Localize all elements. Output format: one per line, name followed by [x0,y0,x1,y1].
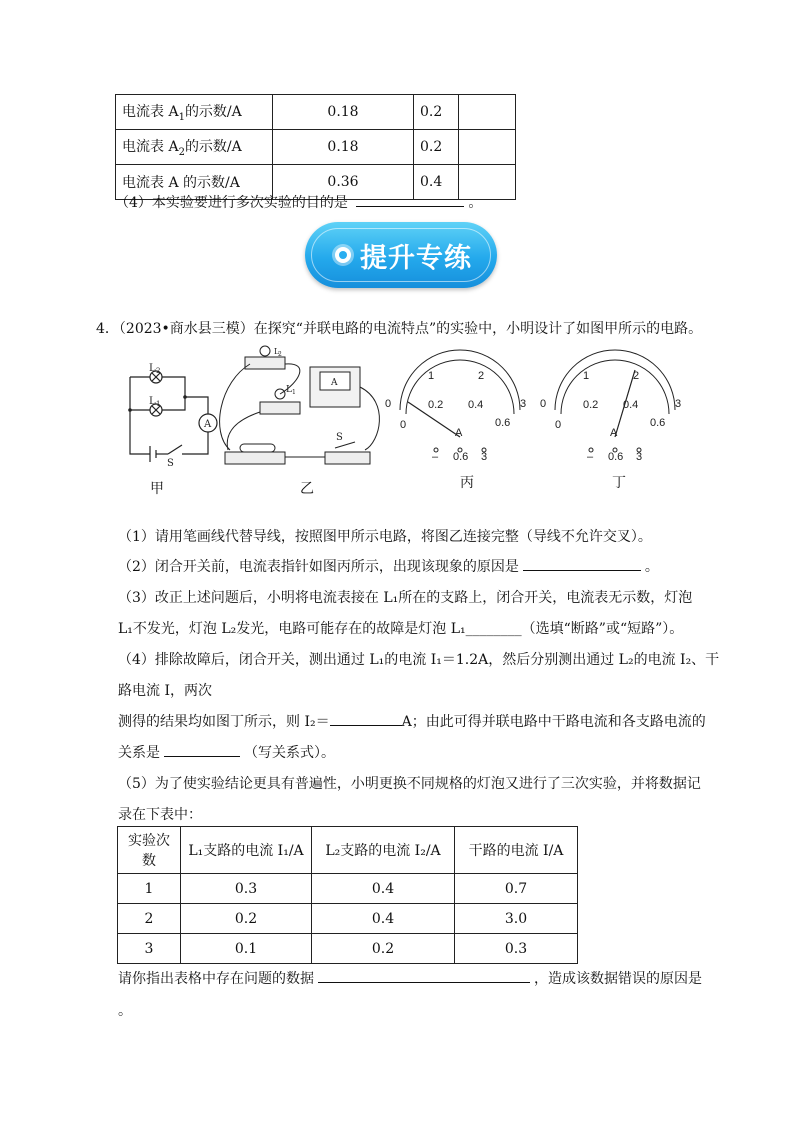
question-4-previous: （4）本实验要进行多次实验的目的是 。 [115,195,483,211]
table-row [118,874,578,904]
svg-text:0: 0 [540,398,547,410]
svg-text:A: A [331,378,338,388]
table-row [116,130,516,165]
question-1: （1）请用笔画线代替导线，按照图甲所示电路，将图乙连接完整（导线不允许交叉）。 [118,529,652,545]
table-cell: 0.2 [414,95,459,130]
table-cell: 0.2 [181,904,312,934]
question-5-line-1: （5）为了使实验结论更具有普遍性，小明更换不同规格的灯泡又进行了三次实验，并将数据记 [118,776,701,792]
svg-text:0.2: 0.2 [428,399,444,411]
table-row [116,95,516,130]
row-label: 电流表 A 的示数/A [116,165,273,200]
table-cell: 0.4 [312,874,455,904]
svg-text:0.6: 0.6 [453,451,469,463]
svg-text:1: 1 [292,389,296,396]
figure-jia-schematic [130,371,217,462]
svg-text:0: 0 [400,419,407,431]
svg-text:L: L [286,385,292,395]
question-4-line-4: 关系是 （写关系式）。 [118,745,335,761]
figure-label-jia: 甲 [150,481,164,497]
table-cell: 2 [118,904,181,934]
svg-text:–: – [432,451,439,463]
table-cell: 0.3 [181,874,312,904]
question-2: （2）闭合开关前，电流表指针如图丙所示，出现该现象的原因是 。 [118,559,659,575]
table-cell: 0.4 [312,904,455,934]
table-cell: 1 [118,874,181,904]
table-cell [459,130,516,165]
svg-text:0.6: 0.6 [650,417,666,429]
table-cell: 0.4 [414,165,459,200]
svg-text:A: A [610,427,618,439]
table-row [118,904,578,934]
svg-text:–: – [587,451,594,463]
svg-text:3: 3 [481,451,488,463]
table-cell: 0.1 [181,934,312,964]
table-header-cell: 实验次数 [118,827,181,874]
table-cell [459,95,516,130]
schematic-label-l2: L [149,363,156,374]
svg-text:S: S [336,432,343,443]
question-4-line-2: 路电流 I，两次 [118,683,212,699]
table-cell: 0.3 [455,934,578,964]
practice-banner [305,222,497,288]
question-3-line-2: L₁不发光，灯泡 L₂发光，电路可能存在的故障是灯泡 L₁________（选填“断路”或“短路”）。 [118,621,684,637]
problem-intro: 4．（2023•商水县三模）在探究“并联电路的电流特点”的实验中，小明设计了如图甲所示的电路。 [96,321,703,337]
table-header-cell: L₂支路的电流 I₂/A [312,827,455,874]
table-cell: 0.36 [273,165,414,200]
table-header-cell: 干路的电流 I/A [455,827,578,874]
question-5-end: 。 [118,1003,132,1019]
table-cell: 0.18 [273,95,414,130]
svg-text:2: 2 [156,367,161,375]
svg-text:0: 0 [555,419,562,431]
table-cell: 3 [118,934,181,964]
svg-text:0: 0 [385,398,392,410]
svg-text:1: 1 [428,370,435,382]
svg-text:0.2: 0.2 [583,399,599,411]
question-5-tail: 请你指出表格中存在问题的数据 ，造成该数据错误的原因是 [118,971,702,987]
table-row [118,934,578,964]
question-5-line-2: 录在下表中： [118,807,202,823]
svg-text:0.4: 0.4 [468,399,484,411]
table-cell: 0.2 [312,934,455,964]
svg-text:2: 2 [478,370,485,382]
table-cell: 0.18 [273,130,414,165]
schematic-label-s: S [167,458,174,469]
figure-label-yi: 乙 [300,481,314,497]
svg-text:3: 3 [636,451,643,463]
svg-text:2: 2 [633,370,640,382]
search-icon [335,247,351,263]
schematic-label-l1: L [149,396,156,407]
table-header-cell: L₁支路的电流 I₁/A [181,827,312,874]
svg-text:3: 3 [520,398,527,410]
svg-text:1: 1 [156,400,161,408]
svg-text:A: A [455,427,463,439]
figure-label-bing: 丙 [460,475,474,491]
schematic-label-a: A [204,419,212,430]
svg-text:L: L [274,347,280,356]
table-cell: 0.2 [414,130,459,165]
table-cell: 3.0 [455,904,578,934]
question-text: （4）本实验要进行多次实验的目的是 [115,195,348,211]
svg-text:0.4: 0.4 [623,399,639,411]
svg-text:0.6: 0.6 [495,417,511,429]
question-4-line-3: 测得的结果均如图丁所示，则 I₂＝ A；由此可得并联电路中干路电流和各支路电流的 [118,714,706,730]
svg-text:0.6: 0.6 [608,451,624,463]
results-table-2 [117,826,578,964]
table-header-row [118,827,578,874]
results-table-1 [115,94,516,200]
row-label: 电流表 $A_1$的示数/A [116,95,273,130]
svg-text:2: 2 [278,351,282,358]
circuit-figures [110,342,710,492]
figure-label-ding: 丁 [612,475,626,491]
svg-text:1: 1 [583,370,590,382]
table-cell: 0.7 [455,874,578,904]
svg-text:3: 3 [675,398,682,410]
question-3-line-1: （3）改正上述问题后，小明将电流表接在 L₁所在的支路上，闭合开关，电流表无示数，灯泡 [118,590,693,606]
figure-yi-physical [220,346,380,464]
question-4-line-1: （4）排除故障后，闭合开关，测出通过 L₁的电流 I₁＝1.2A，然后分别测出通过 L₂的电流 I₂、干 [118,652,720,668]
banner-title: 提升专练 [360,243,472,274]
row-label: 电流表 $A_2$的示数/A [116,130,273,165]
